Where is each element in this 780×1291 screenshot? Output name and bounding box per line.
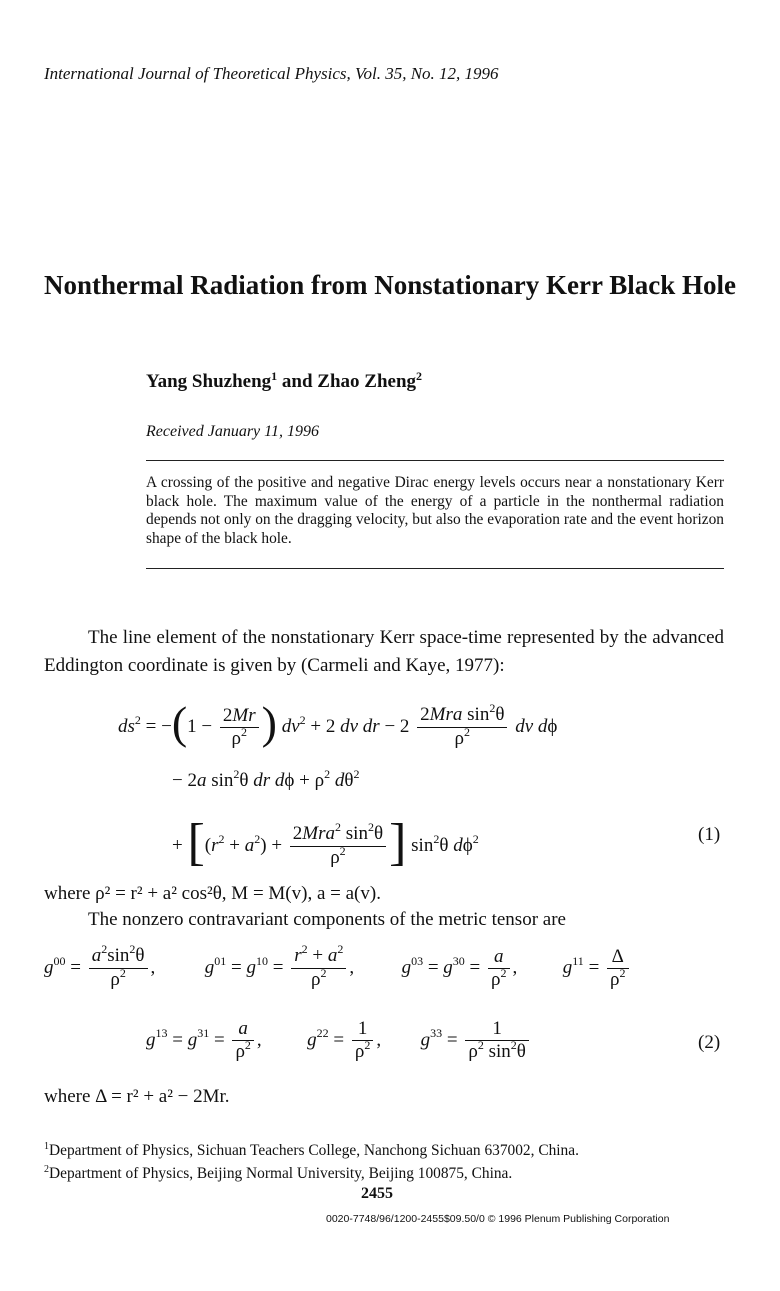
- abstract-bottom-rule: [146, 568, 724, 569]
- equation-1-line-3: + [$(r^2 + a^2)$ + $\frac{2Mra^2 \sin^2\theta}{\rho^2}$ ] $\sin^2\theta$ $d\phi^2$: [172, 814, 479, 871]
- footnote-1: [44, 1137, 579, 1160]
- page-number: 2455: [361, 1185, 393, 1202]
- footnote-1-text: Department of Physics, Sichuan Teachers College, Nanchong Sichuan 637002, China.: [49, 1142, 579, 1159]
- received-date: Received January 11, 1996: [146, 423, 319, 440]
- equation-2-number: (2): [698, 1032, 721, 1053]
- footnote-1-mark: 1: [44, 1141, 49, 1152]
- journal-header: International Journal of Theoretical Physics, Vol. 35, No. 12, 1996: [44, 64, 499, 83]
- author-line: [146, 369, 422, 393]
- footnote-2-text: Department of Physics, Beijing Normal University, Beijing 100875, China.: [49, 1165, 513, 1182]
- copyright-line: 0020-7748/96/1200-2455$09.50/0 © 1996 Plenum Publishing Corporation: [326, 1213, 670, 1225]
- equation-2-line-2: $g^{13} = g^{31}$ = $\frac{a}{\rho^2}$ , $g^{22}$ = $\frac{1}{\rho^2}$ , $g^{33}$ = $\frac{1}{\rho^2 \sin^2\theta}$: [146, 1018, 532, 1064]
- abstract-top-rule: [146, 460, 724, 461]
- where-delta-line: where Δ = r² + a² − 2Mr.: [44, 1086, 230, 1107]
- author-1-footnote-mark: 1: [271, 369, 278, 383]
- where-rho-line: where ρ² = r² + a² cos²θ, M = M(v), a = a(v).: [44, 883, 381, 904]
- paper-title: Nonthermal Radiation from Nonstationary Kerr Black Hole: [44, 270, 736, 300]
- author-conjunction: and: [277, 371, 318, 392]
- intro-paragraph: The line element of the nonstationary Kerr space-time represented by the advanced Eddington coordinate is given by (Carmeli and Kaye, 1977):: [44, 627, 724, 676]
- equation-2-line-1: $g^{00}$ = $\frac{a^2\sin^2\theta}{\rho^2}$ , $g^{01} = g^{10}$ = $\frac{r^2 + a^2}{\rho^2}$ , $g^{03} = g^{30}$ = $\frac{a}{\rho^2}$ , $g^{11}$ = $\frac{\Delta}{\rho^2}$: [44, 945, 632, 992]
- equation-1-number: (1): [698, 824, 721, 845]
- footnote-2-mark: 2: [44, 1164, 49, 1175]
- equation-1-line-2: − 2a $\sin^2\theta$ dr $d\phi + \rho^2$ $d\theta^2$: [172, 767, 360, 791]
- author-1: Yang Shuzheng: [146, 371, 272, 392]
- author-2-footnote-mark: 2: [416, 369, 423, 383]
- footnotes: [44, 1137, 579, 1183]
- author-2: Zhao Zheng: [317, 371, 417, 392]
- nonzero-components-line: The nonzero contravariant components of the metric tensor are: [88, 909, 566, 930]
- abstract: A crossing of the positive and negative Dirac energy levels occurs near a nonstationary Kerr black hole. The maximum value of the energy of a particle in the nonthermal radiation depends not only on the dragging velocity, but also the evaporation rate and the event horizon shape of the black hole.: [146, 474, 724, 547]
- footnote-2: [44, 1160, 579, 1183]
- equation-1-line-1: $ds^2 = -(1$ − $\frac{2Mr}{\rho^2}$ ) $dv^2 + 2$ dv dr − 2 $\frac{2Mra \sin^2\theta}{\rho^2}$ dv dϕ: [118, 697, 558, 750]
